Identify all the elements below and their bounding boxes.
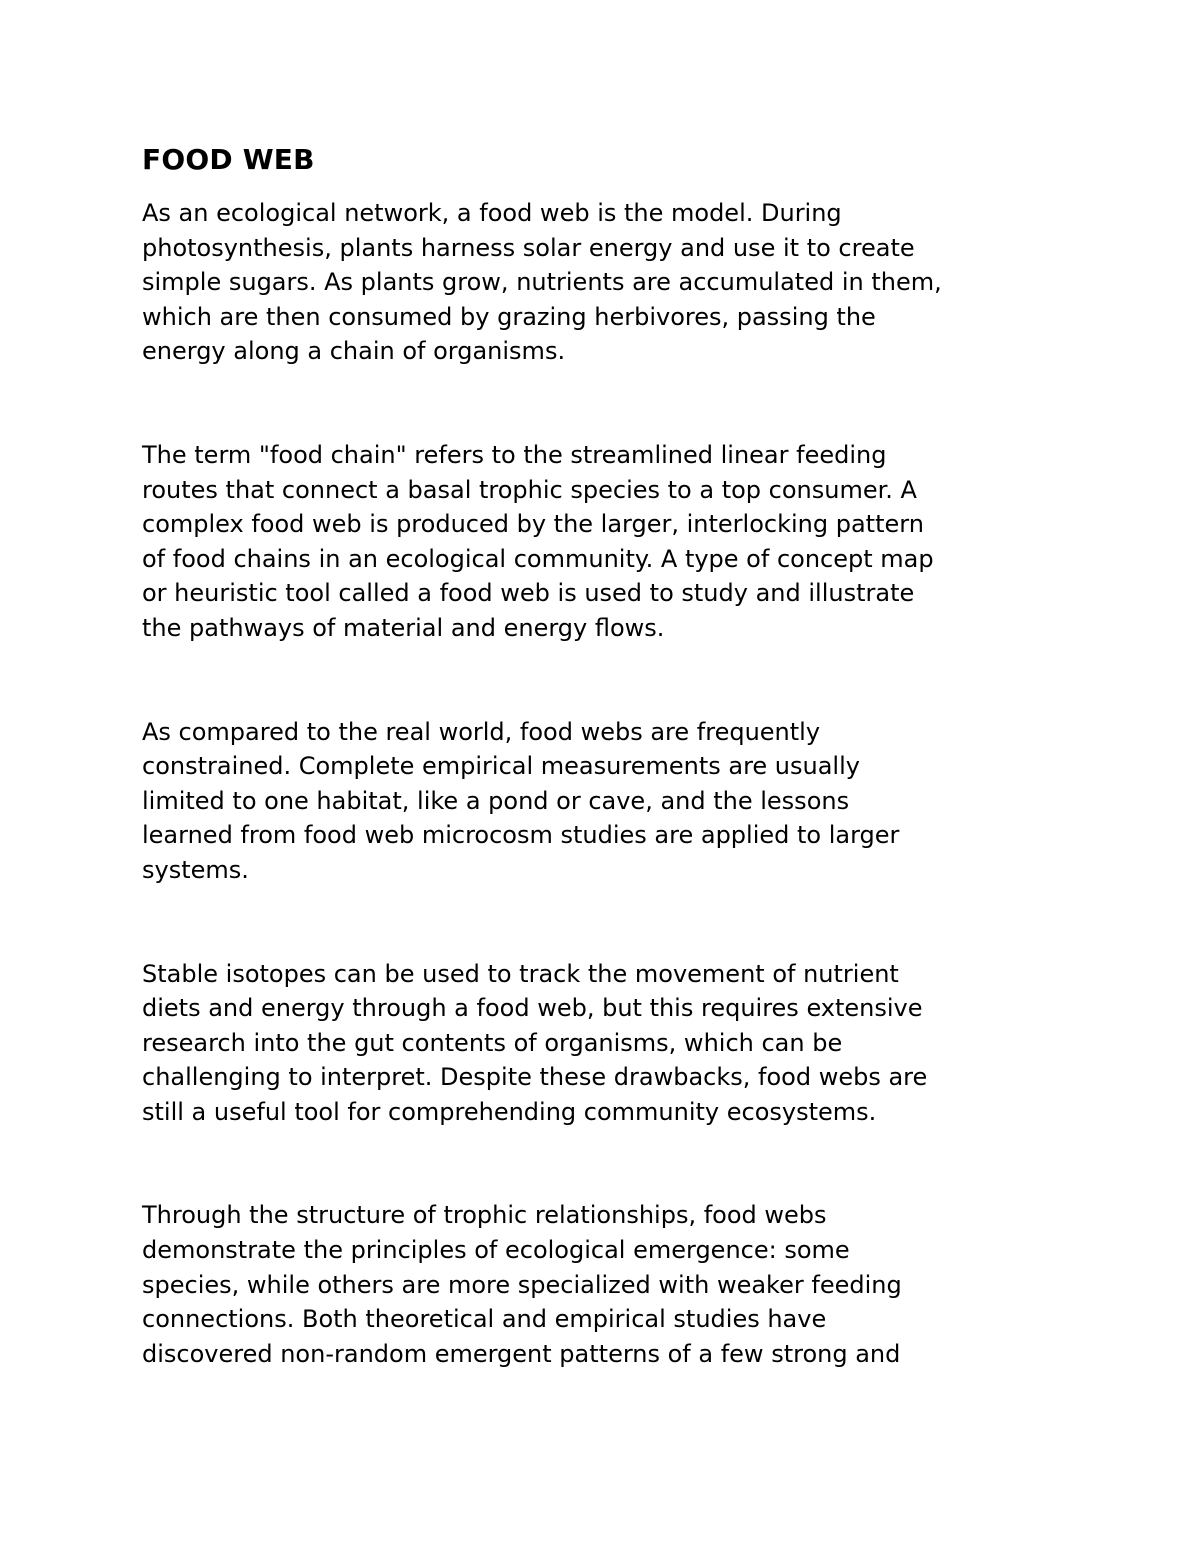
- paragraph-line: or heuristic tool called a food web is used to study and illustrate: [142, 579, 915, 608]
- paragraph-line: energy along a chain of organisms.: [142, 337, 566, 366]
- paragraph-line: which are then consumed by grazing herbivores, passing the: [142, 302, 876, 331]
- paragraph-line: constrained. Complete empirical measurements are usually: [142, 752, 860, 781]
- paragraph-line: of food chains in an ecological community. A type of concept map: [142, 544, 934, 573]
- paragraph-line: the pathways of material and energy flows.: [142, 613, 665, 642]
- paragraph-line: demonstrate the principles of ecological emergence: some: [142, 1236, 850, 1265]
- paragraph-spacer: [142, 1129, 1072, 1198]
- paragraph-line: research into the gut contents of organisms, which can be: [142, 1028, 843, 1057]
- paragraph-line: learned from food web microcosm studies are applied to larger: [142, 821, 900, 850]
- paragraph-line: As compared to the real world, food webs are frequently: [142, 717, 821, 746]
- paragraph-line: challenging to interpret. Despite these drawbacks, food webs are: [142, 1063, 928, 1092]
- paragraph-2: [142, 438, 1072, 646]
- paragraph-line: routes that connect a basal trophic species to a top consumer. A: [142, 475, 917, 504]
- paragraph-line: complex food web is produced by the larger, interlocking pattern: [142, 510, 924, 539]
- paragraph-spacer: [142, 646, 1072, 715]
- paragraph-line: discovered non-random emergent patterns of a few strong and: [142, 1339, 901, 1368]
- paragraph-line: simple sugars. As plants grow, nutrients are accumulated in them,: [142, 268, 942, 297]
- paragraph-spacer: [142, 369, 1072, 438]
- paragraph-1: [142, 196, 1072, 369]
- document-title: FOOD WEB: [142, 143, 315, 176]
- paragraph-line: Stable isotopes can be used to track the movement of nutrient: [142, 959, 899, 988]
- document-body: [142, 143, 1072, 1371]
- paragraph-line: photosynthesis, plants harness solar energy and use it to create: [142, 233, 915, 262]
- paragraph-line: connections. Both theoretical and empirical studies have: [142, 1305, 827, 1334]
- paragraph-line: diets and energy through a food web, but this requires extensive: [142, 994, 923, 1023]
- paragraph-line: Through the structure of trophic relationships, food webs: [142, 1201, 827, 1230]
- paragraph-spacer: [142, 888, 1072, 957]
- paragraph-line: species, while others are more specialized with weaker feeding: [142, 1270, 902, 1299]
- paragraph-line: systems.: [142, 855, 249, 884]
- paragraph-line: As an ecological network, a food web is the model. During: [142, 199, 842, 227]
- paragraph-4: [142, 957, 1072, 1130]
- paragraph-line: The term "food chain" refers to the streamlined linear feeding: [142, 440, 887, 469]
- paragraph-line: limited to one habitat, like a pond or cave, and the lessons: [142, 786, 850, 815]
- paragraph-5: [142, 1198, 1072, 1371]
- paragraph-line: still a useful tool for comprehending community ecosystems.: [142, 1097, 877, 1126]
- paragraph-3: [142, 715, 1072, 888]
